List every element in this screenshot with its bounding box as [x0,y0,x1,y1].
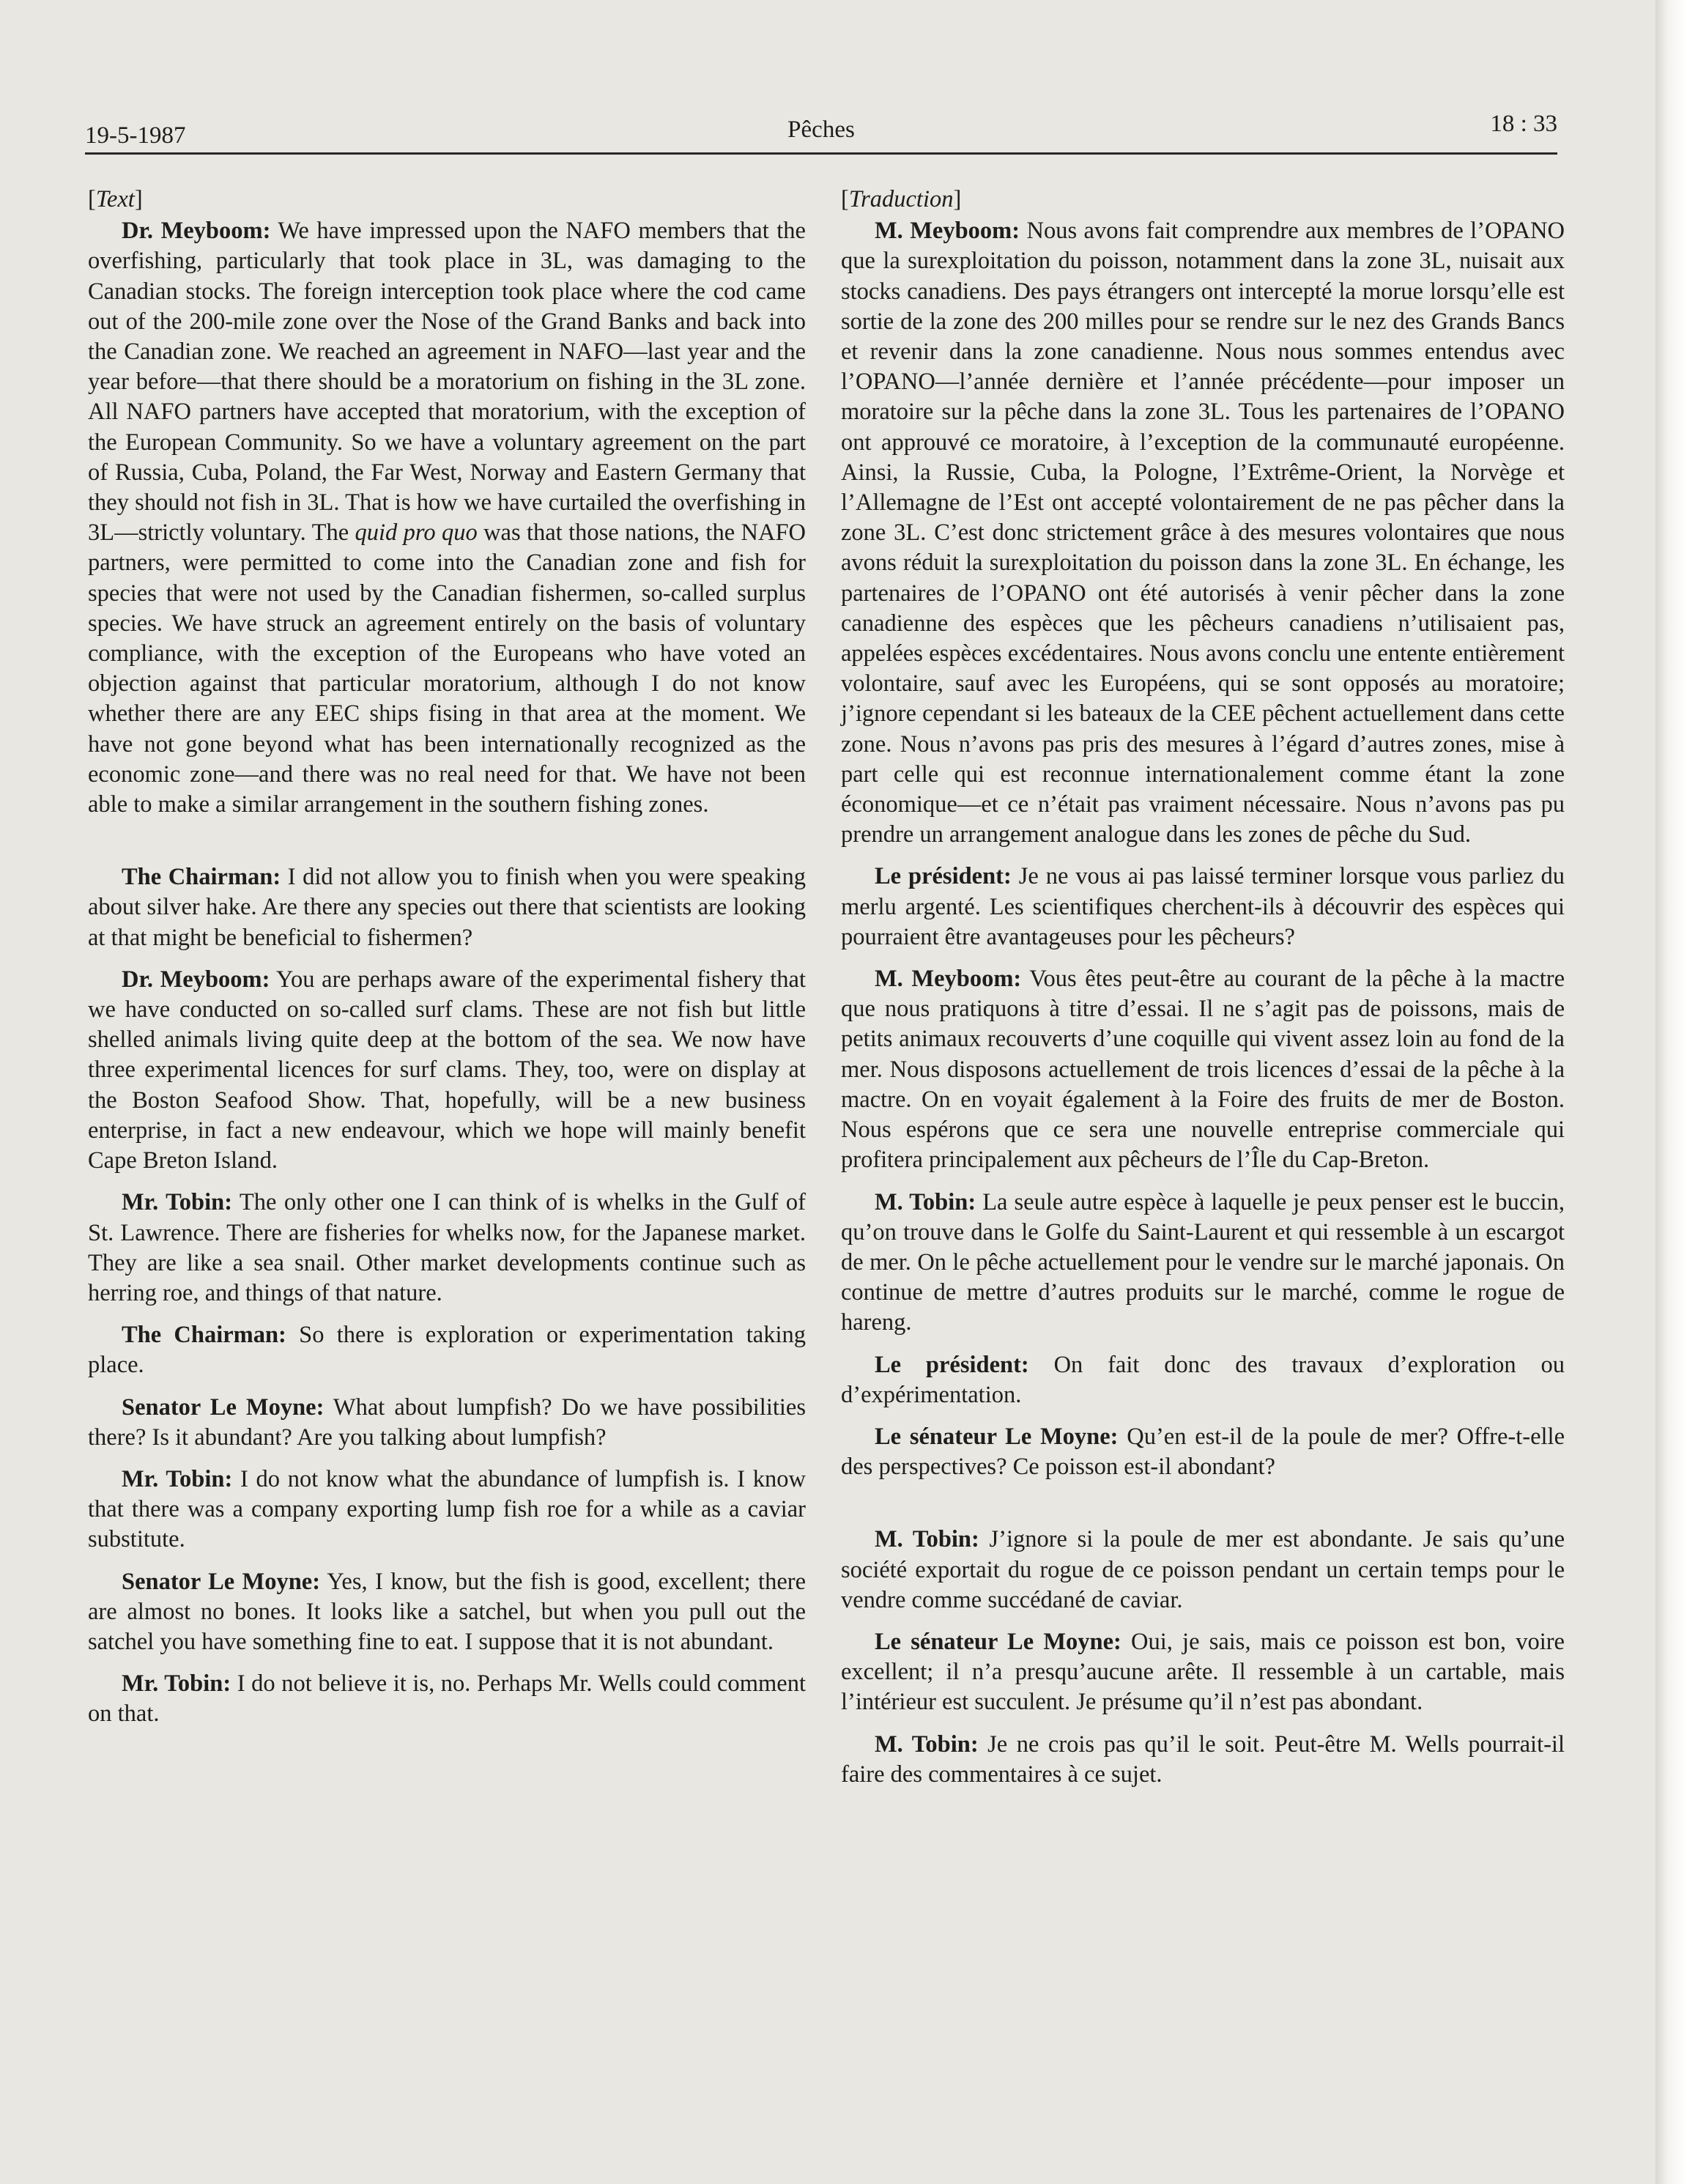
column-label-traduction: [Traduction] [841,186,962,212]
header-page-number: 18 : 33 [1490,111,1557,137]
french-column [841,185,1565,1802]
paragraph-tobin-wells: Mr. Tobin: I do not believe it is, no. Perhaps Mr. Wells could comment on that. [88,1670,806,1728]
paragraph-meyboom-surf-clams: Dr. Meyboom: You are perhaps aware of the experimental fishery that we have conducted on so-called surf clams. These are not fish but little shelled animals living quite deep at the bottom of the sea. We now have three experimental licences for surf clams. They, too, were on display at the Boston Seafood Show. That, hopefully, will be a new business enterprise, in fact a new endeavour, which we hope will mainly benefit Cape Breton Island. [88,966,806,1174]
speaker-name: Senator Le Moyne: [122,1568,321,1595]
paragraph-tobin-poule-de-mer: M. Tobin: J’ignore si la poule de mer est abondante. Je sais qu’une société exportait du rogue de ce poisson pendant un certain temps pour le vendre comme succédané de caviar. [841,1526,1565,1613]
speaker-name: M. Tobin: [875,1526,979,1553]
paragraph-tobin-wells-fr: M. Tobin: Je ne crois pas qu’il le soit. Peut-être M. Wells pourrait-il faire des commentaires à ce sujet. [841,1730,1565,1788]
paragraph-lemoyne-poule-de-mer: Le sénateur Le Moyne: Qu’en est-il de la poule de mer? Offre-t-elle des perspectives? Ce poisson est-il abondant? [841,1423,1565,1481]
header-date: 19-5-1987 [85,122,186,149]
running-header [85,110,1557,155]
column-label-text: [Text] [88,186,143,212]
speaker-name: Le sénateur Le Moyne: [875,1628,1121,1655]
speaker-name: The Chairman: [122,864,281,891]
paragraph-meyboom-surexploitation: M. Meyboom: Nous avons fait comprendre aux membres de l’OPANO que la surexploitation du poisson, notamment dans la zone 3L, nuisait aux stocks canadiens. Des pays étrangers ont intercepté la morue lorsqu’elle est sortie de la zone des 200 milles pour se rendre sur le nez des Grands Bancs et revenir dans la zone canadienne. Nous nous sommes entendus avec l’OPANO—l’année dernière et l’année précédente—pour imposer un moratoire sur la pêche dans la zone 3L. Tous les partenaires de l’OPANO ont approuvé ce moratoire, à l’exception de la communauté européenne. Ainsi, la Russie, Cuba, la Pologne, l’Extrême-Orient, la Norvège et l’Allemagne de l’Est ont accepté volontairement de ne pas pêcher dans la zone 3L. C’est donc strictement grâce à des mesures volontaires que nous avons réduit la surexploitation du poisson dans la zone 3L. En échange, les partenaires de l’OPANO ont été autorisés à venir pêcher dans la zone canadienne des espèces que les pêcheurs canadiens n’utilisaient pas, appelées espèces excédentaires. Nous avons conclu une entente entièrement volontaire, sauf avec les Européens, qui se sont opposés au moratoire; j’ignore cependant si les bateaux de la CEE pêchent actuellement dans cette zone. Nous n’avons pas pris des mesures à l’égard d’autres zones, mise à part celle qui est reconnue internationalement comme étant la zone économique—et ce n’était pas vraiment nécessaire. Nous n’avons pas pu prendre un arrangement analogue dans les zones de pêche du Sud. [841,218,1565,848]
paragraph-chairman-exploration: The Chairman: So there is exploration or experimentation taking place. [88,1322,806,1379]
speaker-name: Mr. Tobin: [122,1465,233,1492]
speaker-name: Le président: [875,1351,1029,1378]
speaker-name: Dr. Meyboom: [122,966,270,993]
speaker-name: Mr. Tobin: [122,1670,231,1698]
speaker-name: M. Meyboom: [875,966,1022,993]
paragraph-meyboom-overfishing: Dr. Meyboom: We have impressed upon the NAFO members that the overfishing, particularly that took place in 3L, was damaging to the Canadian stocks. The foreign interception took place where the cod came out of the 200-mile zone over the Nose of the Grand Banks and back into the Canadian zone. We reached an agreement in NAFO—last year and the year before—that there should be a moratorium on fishing in the 3L zone. All NAFO partners have accepted that moratorium, with the exception of the European Community. So we have a voluntary agreement on the part of Russia, Cuba, Poland, the Far West, Norway and Eastern Germany that they should not fish in 3L. That is how we have curtailed the overfishing in 3L—strictly voluntary. The quid pro quo was that those nations, the NAFO partners, were permitted to come into the Canadian zone and fish for species that were not used by the Canadian fishermen, so-called surplus species. We have struck an agreement entirely on the basis of voluntary compliance, with the exception of the Europeans who have voted an objection against that particular moratorium, although I do not know whether there are any EEC ships fising in that area at the moment. We have not gone beyond what has been internationally recognized as the economic zone—and there was no real need for that. We have not been able to make a similar arrangement in the southern fishing zones. [88,218,806,818]
speaker-name: Mr. Tobin: [122,1189,233,1216]
paragraph-lemoyne-satchel: Senator Le Moyne: Yes, I know, but the fish is good, excellent; there are almost no bones. It looks like a satchel, but when you pull out the satchel you have something fine to eat. I suppose that it is not abundant. [88,1568,806,1655]
speaker-name: Le président: [875,863,1012,890]
paragraph-lemoyne-cartable: Le sénateur Le Moyne: Oui, je sais, mais ce poisson est bon, voire excellent; il n’a presqu’aucune arête. Il ressemble à un cartable, mais l’intérieur est succulent. Je présume qu’il n’est pas abondant. [841,1628,1565,1716]
paragraph-tobin-lumpfish: Mr. Tobin: I do not know what the abundance of lumpfish is. I know that there was a company exporting lump fish roe for a while as a caviar substitute. [88,1465,806,1553]
paragraph-president-merlu: Le président: Je ne vous ai pas laissé terminer lorsque vous parliez du merlu argenté. Les scientifiques cherchent-ils à découvrir des espèces qui pourraient être avantageuses pour les pêcheurs? [841,863,1565,950]
paragraph-tobin-whelks: Mr. Tobin: The only other one I can think of is whelks in the Gulf of St. Lawrence. There are fisheries for whelks now, for the Japanese market. They are like a sea snail. Other market developments continue such as herring roe, and things of that nature. [88,1189,806,1306]
paragraph-chairman-silver-hake: The Chairman: I did not allow you to finish when you were speaking about silver hake. Are there any species out there that scientists are looking at that might be beneficial to fishermen? [88,864,806,951]
paragraph-meyboom-mactre: M. Meyboom: Vous êtes peut-être au courant de la pêche à la mactre que nous pratiquons à titre d’essai. Il ne s’agit pas de poissons, mais de petits animaux recouverts d’une coquille qui vivent assez loin au fond de la mer. Nous disposons actuellement de trois licences d’essai de la pêche à la mactre. On en voyait également à la Foire des fruits de mer de Boston. Nous espérons que ce sera une nouvelle entreprise commerciale qui profitera principalement aux pêcheurs de l’Île du Cap-Breton. [841,966,1565,1174]
speaker-name: M. Tobin: [875,1188,976,1215]
paragraph-tobin-buccin: M. Tobin: La seule autre espèce à laquelle je peux penser est le buccin, qu’on trouve dans le Golfe du Saint-Laurent et qui ressemble à un escargot de mer. On le pêche actuellement pour le vendre sur le marché japonais. On continue de mettre d’autres produits sur le marché, comme le rogue de hareng. [841,1188,1565,1336]
paragraph-lemoyne-lumpfish: Senator Le Moyne: What about lumpfish? Do we have possibilities there? Is it abundant? Are you talking about lumpfish? [88,1393,806,1451]
english-column [88,185,806,1741]
speaker-name: M. Tobin: [875,1730,979,1758]
speaker-name: Le sénateur Le Moyne: [875,1423,1119,1450]
speaker-name: M. Meyboom: [875,218,1020,245]
speaker-name: Senator Le Moyne: [122,1393,325,1421]
page-edge [1656,0,1687,2184]
paragraph-president-exploration: Le président: On fait donc des travaux d’exploration ou d’expérimentation. [841,1351,1565,1408]
header-title: Pêches [787,116,855,143]
speaker-name: The Chairman: [122,1322,286,1349]
speaker-name: Dr. Meyboom: [122,218,271,245]
